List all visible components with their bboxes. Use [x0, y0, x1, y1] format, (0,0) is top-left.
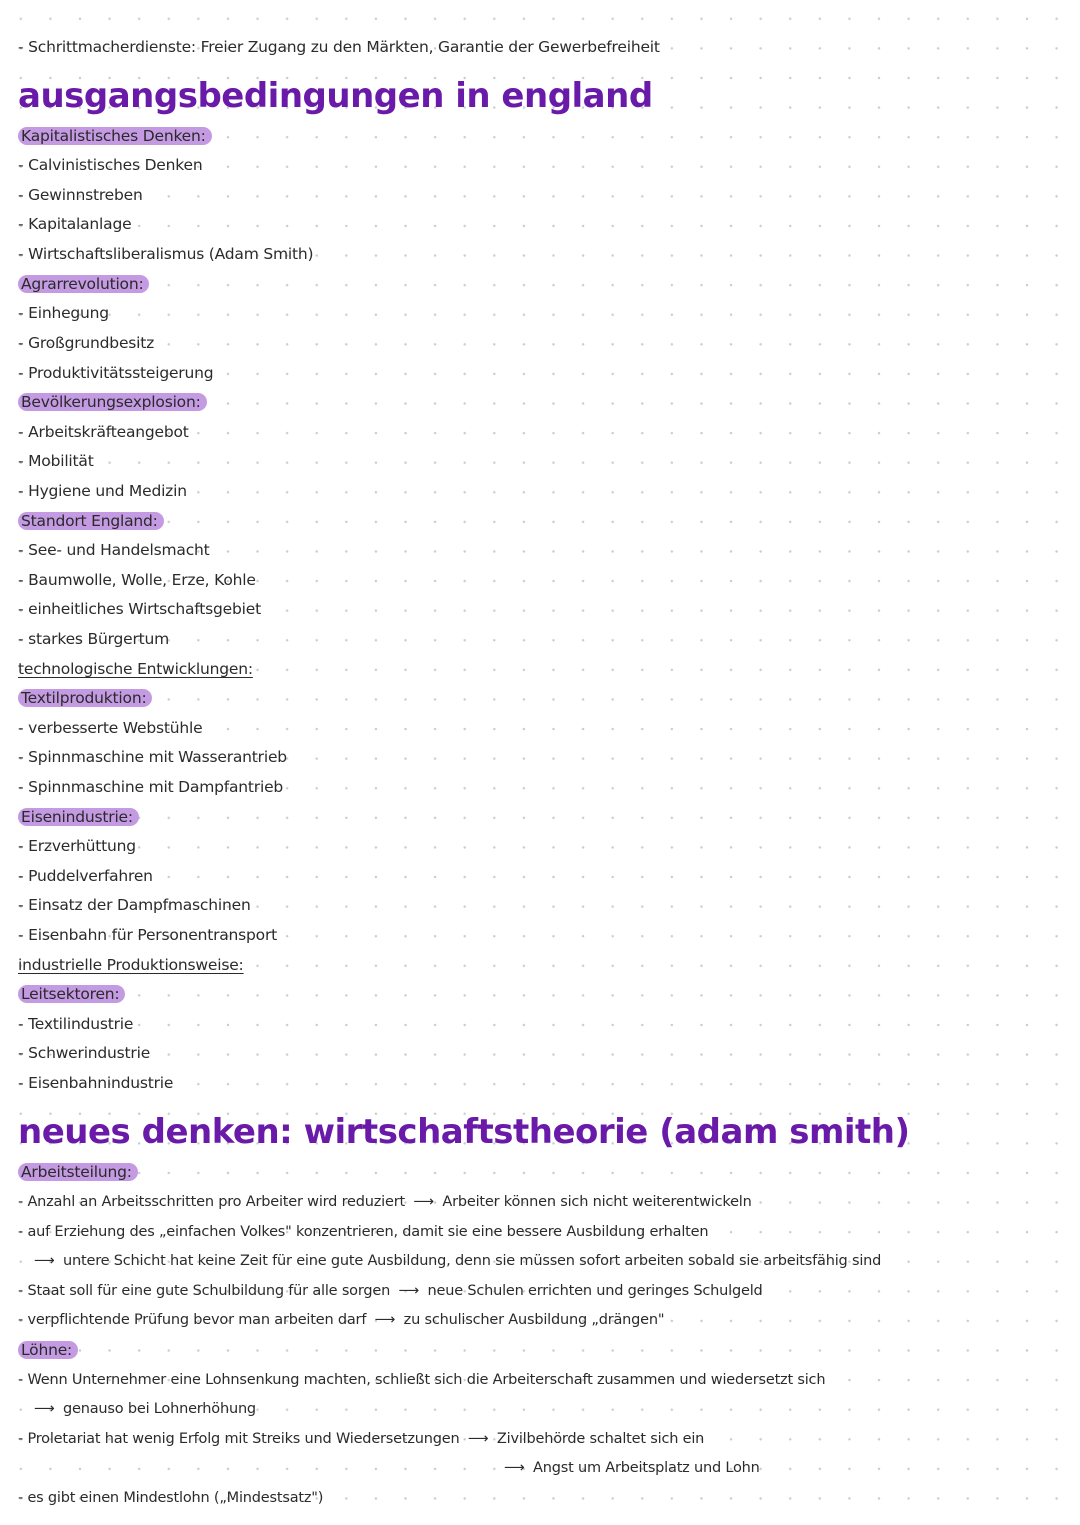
text-segment: neue Schulen errichten und geringes Schulgeld [427, 1283, 763, 1299]
list-item: - Wenn Unternehmer eine Lohnsenkung machten, schließt sich die Arbeiterschaft zusammen und wiedersetzt sich [18, 1372, 826, 1388]
highlight-label: Agrarrevolution: [18, 275, 149, 293]
arrow-icon: ⟶ [467, 1431, 489, 1447]
list-item: - Einsatz der Dampfmaschinen [18, 896, 251, 914]
list-item [18, 1310, 664, 1330]
list-item: - Hygiene und Medizin [18, 482, 187, 500]
list-item: - See- und Handelsmacht [18, 541, 210, 559]
list-item: - Spinnmaschine mit Wasserantrieb [18, 748, 287, 766]
list-item [18, 1281, 763, 1301]
subheading-industrielle-produktionsweise: industrielle Produktionsweise: [18, 956, 244, 974]
list-item [18, 1429, 704, 1449]
label-bevoelkerungsexplosion [18, 392, 207, 412]
label-standort-england [18, 511, 164, 531]
list-item [30, 1399, 256, 1419]
arrow-icon: ⟶ [413, 1194, 434, 1210]
list-item: - Produktivitätssteigerung [18, 364, 214, 382]
label-textilproduktion [18, 688, 152, 708]
list-item: - Arbeitskräfteangebot [18, 423, 189, 441]
arrow-icon: ⟶ [398, 1283, 420, 1299]
arrow-icon: ⟶ [504, 1460, 525, 1476]
highlight-label: Textilproduktion: [18, 689, 152, 707]
list-item [18, 1192, 752, 1212]
section-heading-neues-denken: neues denken: wirtschaftstheorie (adam smith) [18, 1112, 910, 1152]
list-item: - Calvinistisches Denken [18, 156, 203, 174]
text-segment: Arbeiter können sich nicht weiterentwickeln [442, 1194, 752, 1210]
list-item: - Eisenbahnindustrie [18, 1074, 174, 1092]
arrow-icon: ⟶ [34, 1401, 55, 1417]
intro-line: - Schrittmacherdienste: Freier Zugang zu den Märkten, Garantie der Gewerbefreiheit [18, 38, 660, 56]
text-segment: zu schulischer Ausbildung „drängen" [403, 1312, 665, 1328]
list-item [30, 1251, 881, 1271]
list-item: - verbesserte Webstühle [18, 719, 203, 737]
list-item: - Textilindustrie [18, 1015, 134, 1033]
text-segment: Angst um Arbeitsplatz und Lohn [533, 1460, 760, 1476]
section-heading-ausgangsbedingungen: ausgangsbedingungen in england [18, 76, 653, 116]
label-eisenindustrie [18, 807, 139, 827]
text-segment: - Proletariat hat wenig Erfolg mit Streiks und Wiedersetzungen [18, 1431, 460, 1447]
text-segment: Zivilbehörde schaltet sich ein [496, 1431, 705, 1447]
list-item: - Spinnmaschine mit Dampfantrieb [18, 778, 284, 796]
highlight-label: Löhne: [18, 1341, 78, 1359]
text-segment: - Anzahl an Arbeitsschritten pro Arbeiter wird reduziert [18, 1194, 405, 1210]
list-item: - es gibt einen Mindestlohn („Mindestsatz") [18, 1490, 324, 1506]
list-item: - Baumwolle, Wolle, Erze, Kohle [18, 571, 256, 589]
text-segment: - verpflichtende Prüfung bevor man arbeiten darf [18, 1312, 367, 1328]
label-kapitalistisches-denken [18, 126, 212, 146]
highlight-label: Bevölkerungsexplosion: [18, 393, 207, 411]
list-item: - Eisenbahn für Personentransport [18, 926, 278, 944]
highlight-label: Kapitalistisches Denken: [18, 127, 212, 145]
list-item: - Kapitalanlage [18, 215, 132, 233]
list-item [500, 1458, 760, 1478]
highlight-label: Arbeitsteilung: [18, 1163, 138, 1181]
list-item: - auf Erziehung des „einfachen Volkes" konzentrieren, damit sie eine bessere Ausbildung erhalten [18, 1224, 709, 1240]
arrow-icon: ⟶ [374, 1312, 396, 1328]
arrow-icon: ⟶ [34, 1253, 55, 1269]
list-item: - Großgrundbesitz [18, 334, 155, 352]
text-segment: untere Schicht hat keine Zeit für eine gute Ausbildung, denn sie müssen sofort arbeiten sobald sie arbeitsfähig sind [63, 1253, 882, 1269]
subheading-technologische-entwicklungen: technologische Entwicklungen: [18, 660, 253, 678]
list-item: - Erzverhüttung [18, 837, 136, 855]
list-item: - Einhegung [18, 304, 109, 322]
label-leitsektoren [18, 984, 125, 1004]
label-agrarrevolution [18, 274, 149, 294]
highlight-label: Eisenindustrie: [18, 808, 139, 826]
list-item: - Puddelverfahren [18, 867, 153, 885]
highlight-label: Leitsektoren: [18, 985, 125, 1003]
highlight-label: Standort England: [18, 512, 164, 530]
text-segment: - Staat soll für eine gute Schulbildung für alle sorgen [18, 1283, 391, 1299]
list-item: - Gewinnstreben [18, 186, 143, 204]
list-item: - starkes Bürgertum [18, 630, 170, 648]
text-segment: genauso bei Lohnerhöhung [63, 1401, 256, 1417]
list-item: - Schwerindustrie [18, 1044, 151, 1062]
list-item: - einheitliches Wirtschaftsgebiet [18, 600, 261, 618]
label-loehne [18, 1340, 78, 1360]
list-item: - Wirtschaftsliberalismus (Adam Smith) [18, 245, 314, 263]
label-arbeitsteilung [18, 1162, 138, 1182]
list-item: - Mobilität [18, 452, 94, 470]
